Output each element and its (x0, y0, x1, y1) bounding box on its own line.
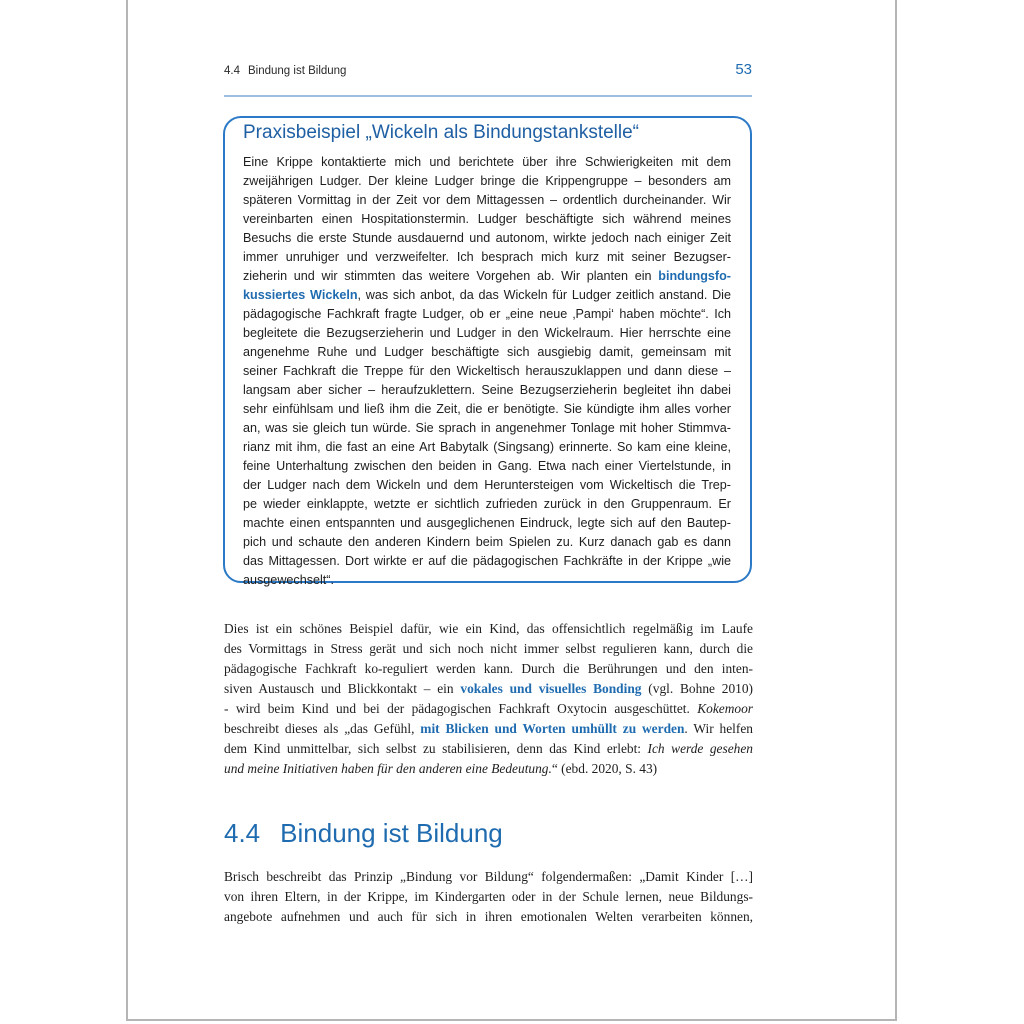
section-title: Bindung ist Bildung (280, 818, 503, 848)
header-section-number: 4.4 (224, 65, 240, 77)
body-text-line (224, 759, 753, 779)
box-text-line (243, 286, 731, 305)
section-number: 4.4 (224, 818, 261, 848)
body-text-line: angebote aufnehmen und auch für sich in ihren emotionalen Welten verarbeiten können, (224, 909, 753, 924)
box-text-line: langsam aber sicher – heraufzuklettern. Seine Bezugserzieherin begleitet ihn dabei (243, 383, 731, 397)
box-text-line: der Ludger nach dem Wickeln und dem Heruntersteigen vom Wickeltisch die Trep- (243, 478, 731, 492)
italic-quote: und meine Initiativen haben für den anderen eine Bedeutung. (224, 761, 552, 776)
box-text-line: an, was sie gleich tun würde. Sie sprach in angenehmer Tonlage mit hoher Stimmva- (243, 421, 731, 435)
citation: “ (ebd. 2020, S. 43) (551, 761, 658, 776)
italic-quote: Ich werde gesehen (647, 741, 753, 756)
box-text-line: feine Unterhaltung zwischen den beiden in Gang. Etwa nach einer Viertelstunde, in (243, 459, 731, 473)
box-text-line: zweijährigen Ludger. Der kleine Ludger bringe die Krippengruppe – besonders am (243, 174, 731, 188)
box-text-line: vereinbarten einen Hospitationstermin. Ludger beschäftigte sich während meines (243, 212, 731, 226)
body-text-line: des Vormittags in Stress gerät und sich noch nicht immer selbst regulieren kann, durch die (224, 641, 753, 656)
box-text-line: sehr einfühlsam und ließ ihm die Zeit, die er benötigte. Sie kündigte ihm alles vorher (243, 402, 731, 416)
body-text-line (224, 679, 753, 699)
box-text-line: späteren Vormittag in der Zeit vor dem Mittagessen – ordentlich durcheinander. Wir (243, 193, 731, 207)
body-text-line: pädagogische Fachkraft ko-reguliert werden kann. Durch die Berührungen und den inten- (224, 661, 753, 676)
body-text-segment: beschreibt dieses als „das Gefühl, (224, 721, 421, 736)
body-text-line: von ihren Eltern, in der Krippe, im Kindergarten oder in der Schule lernen, neue Bildungs- (224, 889, 753, 904)
box-text-line (243, 267, 731, 286)
highlight-term: kussiertes Wickeln (243, 288, 358, 302)
header-section-title: Bindung ist Bildung (248, 65, 347, 77)
running-header (224, 65, 346, 77)
box-text-line: ausgewechselt“. (243, 573, 335, 587)
box-text-line: pich und schaute den anderen Kindern beim Spielen zu. Kurz danach gab es dann (243, 535, 731, 549)
box-text-line: begleitete die Bezugserzieherin und Ludger in den Wickelraum. Hier herrschte eine (243, 326, 731, 340)
body-text-line: Brisch beschreibt das Prinzip „Bindung vor Bildung“ folgendermaßen: „Damit Kinder […] (224, 869, 753, 884)
page-number: 53 (735, 61, 752, 78)
section-heading (224, 818, 503, 849)
body-text-segment: . Wir helfen (684, 721, 753, 736)
box-text-line: immer unruhiger und verzweifelter. Ich besprach mich kurz mit seiner Bezugser- (243, 250, 731, 264)
box-text-segment: , was sich anbot, da das Wickeln für Ludger zeitlich anstand. Die (357, 288, 731, 302)
body-text-segment: (vgl. Bohne 2010) (641, 681, 753, 696)
box-text-line: machte einen entspannten und ausgeglichenen Eindruck, legte sich auf den Bautep- (243, 516, 731, 530)
highlight-term: bindungsfo- (658, 269, 731, 283)
body-text-segment: - wird beim Kind und bei der pädagogischen Fachkraft Oxytocin ausgeschüttet. (224, 701, 698, 716)
box-text-line: pädagogische Fachkraft fragte Ludger, ob er „eine neue ‚Pampi‘ haben möchte“. Ich (243, 307, 731, 321)
box-text-line: das Mittagessen. Dort wirkte er auf die pädagogischen Fachkräfte in der Krippe „wie (243, 554, 731, 568)
box-text-line: seiner Fachkraft die Treppe für den Wickeltisch herauszuklappen und dann diese – (243, 364, 731, 378)
practice-example-title: Praxisbeispiel „Wickeln als Bindungstankstelle“ (243, 122, 640, 143)
box-text-line: pe wieder einklappte, wetzte er sichtlich zufrieden zurück in den Gruppenraum. Er (243, 497, 731, 511)
box-text-line: Besuchs die erste Stunde ausdauernd und autonom, wirkte jedoch nach einiger Zeit (243, 231, 731, 245)
body-text-segment: siven Austausch und Blickkontakt – ein (224, 681, 461, 696)
highlight-term: mit Blicken und Worten umhüllt zu werden (420, 721, 685, 736)
body-text-line (224, 719, 753, 739)
body-text-segment: dem Kind unmittelbar, sich selbst zu stabilisieren, denn das Kind erlebt: (224, 741, 648, 756)
box-text-line: rianz mit ihm, die fast an eine Art Babytalk (Singsang) erinnerte. So kam eine kleine, (243, 440, 731, 454)
box-text-line: angenehme Ruhe und Ludger beschäftigte sich ausgiebig damit, gemeinsam mit (243, 345, 731, 359)
highlight-term: vokales und visuelles Bonding (460, 681, 642, 696)
header-divider (224, 95, 752, 97)
box-text-line: Eine Krippe kontaktierte mich und berichtete über ihre Schwierigkeiten mit dem (243, 155, 731, 169)
author-name: Kokemoor (697, 701, 753, 716)
body-text-line: Dies ist ein schönes Beispiel dafür, wie ein Kind, das offensichtlich regelmäßig im Laufe (224, 621, 753, 636)
body-text-line (224, 739, 753, 759)
body-text-line (224, 699, 753, 719)
box-text-segment: zieherin und wir stimmten das weitere Vorgehen ab. Wir planten ein (243, 269, 659, 283)
